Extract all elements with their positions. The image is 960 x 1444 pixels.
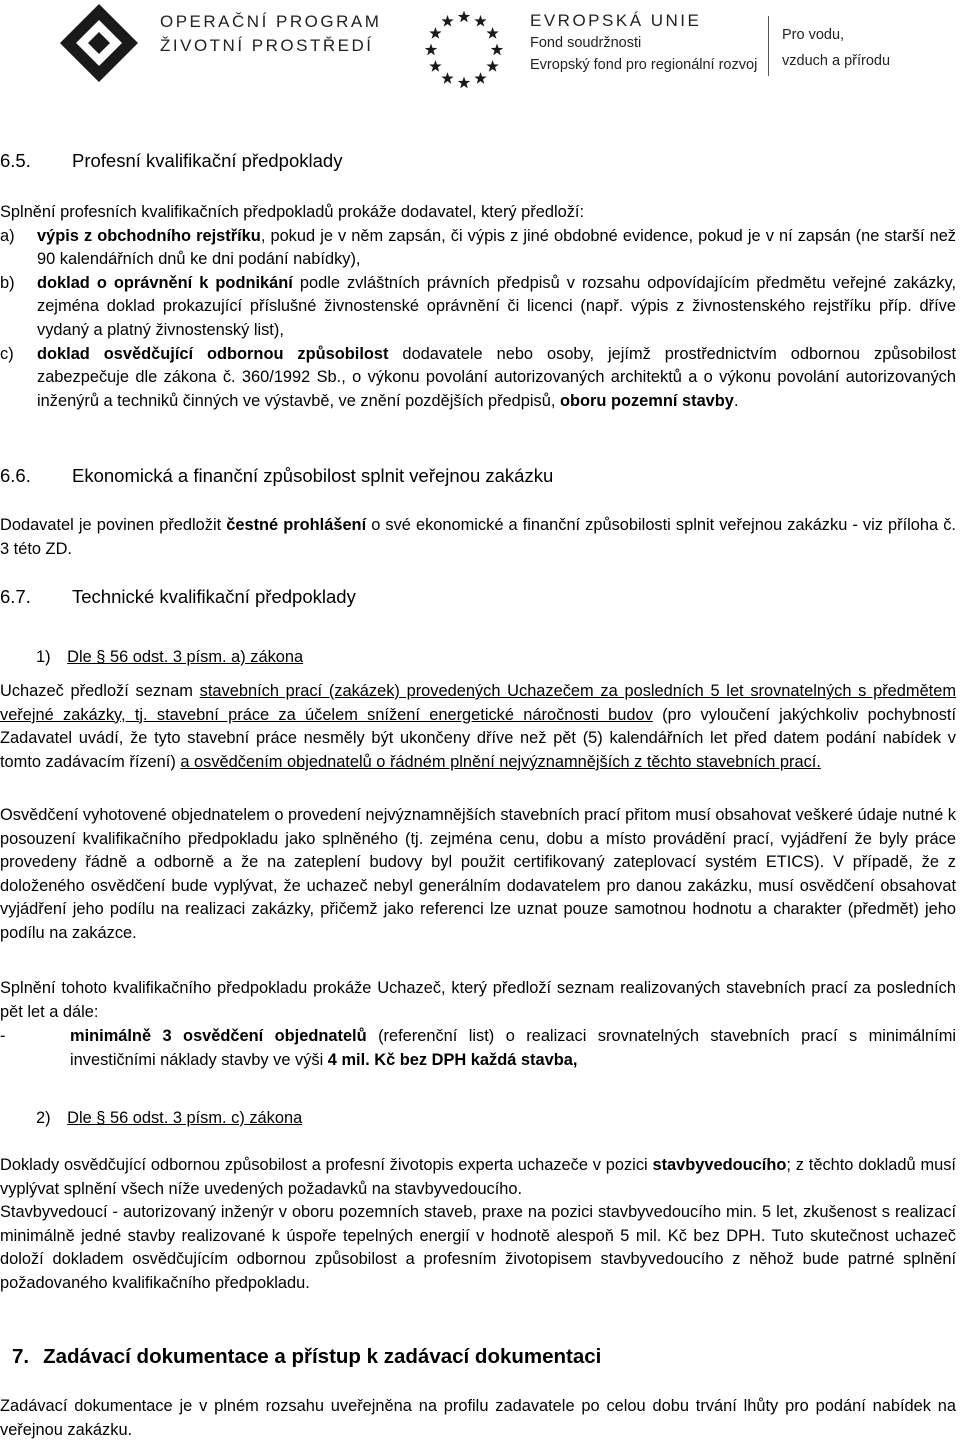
eu-star-icon (441, 72, 453, 84)
item-bold: doklad osvědčující odbornou způsobilost (37, 344, 389, 363)
slogan-line2: vzduch a přírodu (782, 53, 891, 69)
intro-paragraph: Splnění profesních kvalifikačních předpokladů prokáže dodavatel, který předloží: (0, 203, 585, 221)
item-bold: výpis z obchodního rejstříku (37, 226, 261, 245)
paragraph-site-manager: Stavbyvedoucí - autorizovaný inženýr v oboru pozemních staveb, praxe na pozici stavbyvedoucího min. 5 let, zkušenost s realizací minimálně jedné stavby realizované k úspoře tepelných energií v hodnotě alespoň 5 mil. Kč bez DPH. Tuto skutečnost uchazeč doloží dokladem osvědčujícím odbornou způsobilost a profesním životopisem stavbyvedoucího z něhož bude patrné splnění požadovaného kvalifikačního předpokladu. (0, 1203, 956, 1292)
eu-star-icon (486, 60, 498, 72)
text: (pro vyloučení jakýchkoliv pochybností Zadavatel uvádí, že tyto stavební práce nesměly být ukončeny dříve než pět (5) kalendářních let před datem podání nabídek v tomto zadávacím řízení) (0, 705, 956, 771)
section-number: 7. (12, 1345, 30, 1368)
subsection-1-heading (36, 646, 936, 670)
list-item-b (0, 272, 956, 343)
eu-star-icon (486, 27, 498, 39)
opzp-logo-icon (58, 2, 140, 84)
dash-label: - (0, 1027, 6, 1045)
paragraph-references (0, 680, 956, 774)
section-title: Ekonomická a finanční způsobilost splnit veřejnou zakázku (72, 465, 554, 486)
bold-text-2: 4 mil. Kč bez DPH každá stavba, (327, 1050, 578, 1069)
item-end: . (733, 391, 739, 410)
item-label: b) (0, 273, 15, 292)
list-item-c (0, 343, 956, 414)
item-bold-2: oboru pozemní stavby (559, 391, 734, 410)
subsection-title: Dle § 56 odst. 3 písm. c) zákona (67, 1109, 303, 1127)
bold-text: minimálně 3 osvědčení objednatelů (70, 1027, 367, 1045)
opzp-line2: ŽIVOTNÍ PROSTŘEDÍ (160, 36, 374, 55)
item-text: , pokud je v něm zapsán, či výpis z jiné obdobné evidence, pokud je v ní zapsán (ne starší než 90 kalendářních dnů ke dni podání nabídky), (37, 226, 957, 269)
section-number: 6.5. (0, 150, 31, 171)
item-bold: doklad o oprávnění k podnikání (37, 273, 293, 292)
section-number: 6.7. (0, 586, 31, 607)
section-number: 6.6. (0, 465, 31, 486)
text: (referenční list) o realizaci srovnatelných stavebních prací s minimálními investičními náklady stavby ve výši (70, 1027, 957, 1069)
bold-text: čestné prohlášení (226, 516, 367, 534)
eu-line1: EVROPSKÁ UNIE (530, 11, 702, 30)
text: Uchazeč předloží seznam (0, 682, 200, 700)
item-label: a) (0, 226, 15, 245)
eu-star-icon (474, 15, 486, 27)
eu-star-icon (429, 60, 441, 72)
text: Dodavatel je povinen předložit (0, 516, 227, 534)
item-text: dodavatele nebo osoby, jejímž prostřednictvím odbornou způsobilost zabezpečuje dle zákona č. 360/1992 Sb., o výkonu povolání autorizovaných architektů a o výkonu povolání autorizovaných inženýrů a techniků činných ve výstavbě, ve znění pozdějších předpisů, (37, 344, 956, 410)
underlined-text: stavebních prací (zakázek) provedených Uchazečem za posledních 5 let srovnatelných s předmětem veřejné zakázky, tj. stavební práce za účelem snížení energetické náročnosti budov (0, 682, 957, 724)
text: ; z těchto dokladů musí vyplývat splnění všech níže uvedených požadavků na stavbyvedoucího. (0, 1156, 956, 1198)
text: o své ekonomické a finanční způsobilosti splnit veřejnou zakázku - viz příloha č. 3 této ZD. (0, 516, 956, 558)
eu-funds-label (530, 10, 757, 76)
opzp-title (160, 10, 381, 58)
bold-text: stavbyvedoucího (652, 1156, 787, 1174)
section-6-5-heading (0, 149, 342, 173)
eu-star-icon (429, 27, 441, 39)
subsection-2-heading (36, 1107, 936, 1131)
section-7-paragraph: Zadávací dokumentace je v plném rozsahu uveřejněna na profilu zadavatele po celou dobu trvání lhůty pro podání nabídek na veřejnou zakázku. (0, 1397, 956, 1439)
opzp-line1: OPERAČNÍ PROGRAM (160, 12, 382, 31)
dash-item (0, 1025, 956, 1072)
section-title: Zadávací dokumentace a přístup k zadávací dokumentaci (43, 1345, 602, 1368)
slogan (782, 22, 890, 74)
paragraph-fulfilment: Splnění tohoto kvalifikačního předpokladu prokáže Uchazeč, který předloží seznam realizovaných stavebních prací za posledních pět let a dále: (0, 979, 956, 1021)
eu-line3: Evropský fond pro regionální rozvoj (530, 57, 758, 73)
list-item-dash (0, 1025, 956, 1072)
eu-star-icon (425, 44, 437, 56)
eu-star-icon (441, 15, 453, 27)
section-6-6-heading (0, 464, 553, 488)
text: Doklady osvědčující odbornou způsobilost a profesní životopis experta uchazeče v pozici (0, 1156, 653, 1174)
eu-flag-icon (416, 2, 512, 98)
paragraph-documents (0, 1154, 956, 1201)
section-6-5-body (0, 201, 956, 413)
header-divider (768, 16, 769, 76)
subsection-label: 1) (36, 648, 51, 666)
item-text: podle zvláštních právních předpisů v rozsahu odpovídajícím předmětu veřejné zakázky, zejména doklad prokazující příslušné živnostenské oprávnění či licenci (např. výpis z živnostenského rejstříku příp. dříve vydaný a platný živnostenský list), (37, 273, 956, 339)
paragraph-certificates: Osvědčení vyhotovené objednatelem o provedení nejvýznamnějších stavebních prací přitom musí obsahovat veškeré údaje nutné k posouzení kvalifikačního předpokladu jako splněného (tj. zejména cenu, dobu a místo provádění prací, vyjádření že byly práce provedeny řádně a odborně a že na zateplení budovy byl použit certifikovaný zateplovací systém ETICS). V případě, že z doloženého osvědčení bude vyplývat, že uchazeč nebyl generálním dodavatelem pro danou zakázku, musí osvědčení obsahovat vyjádření jeho podílu na realizaci zakázky, přičemž jako referenci lze uznat pouze samotnou hodnotu a charakter (předmět) jeho podílu na zakázce. (0, 806, 956, 942)
eu-line2: Fond soudržnosti (530, 35, 642, 51)
section-6-6-paragraph (0, 514, 956, 561)
slogan-line1: Pro vodu, (782, 27, 845, 43)
eu-star-icon (474, 72, 486, 84)
item-label: c) (0, 344, 14, 363)
underlined-text: a osvědčením objednatelů o řádném plnění nejvýznamnějších z těchto stavebních prací. (180, 752, 821, 771)
subsection-label: 2) (36, 1109, 51, 1127)
eu-star-icon (491, 44, 503, 56)
section-title: Profesní kvalifikační předpoklady (72, 150, 343, 171)
eu-star-icon (458, 77, 470, 89)
list-item-a (0, 225, 956, 272)
section-6-7-heading (0, 585, 356, 609)
section-7-heading (12, 1344, 601, 1370)
section-title: Technické kvalifikační předpoklady (72, 586, 356, 607)
subsection-title: Dle § 56 odst. 3 písm. a) zákona (67, 648, 304, 666)
eu-star-icon (458, 11, 470, 23)
